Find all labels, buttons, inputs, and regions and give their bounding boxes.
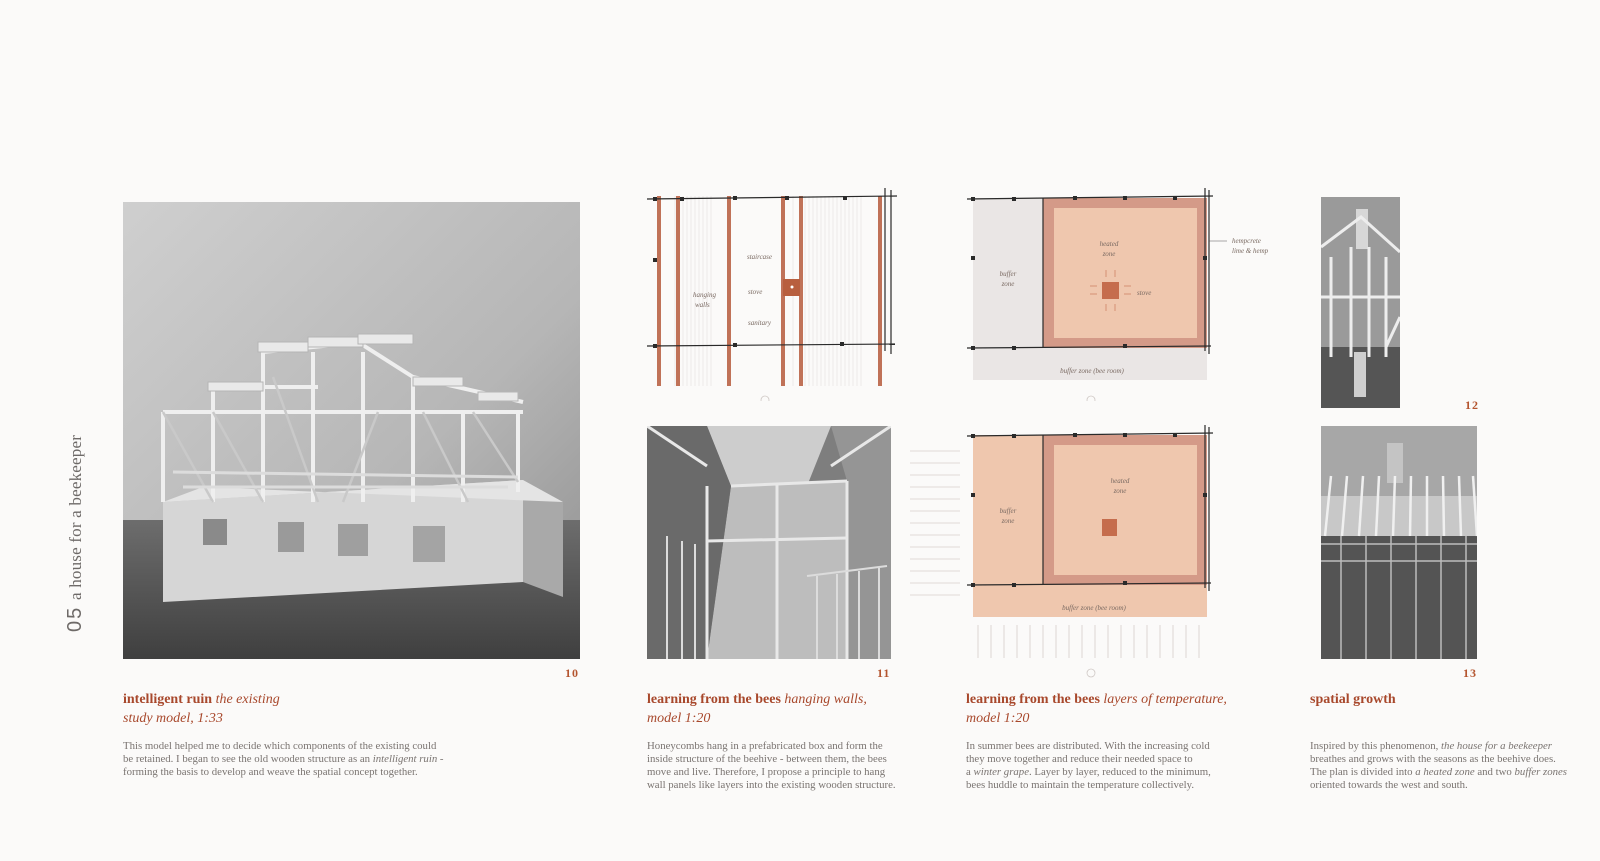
caption-1-title — [123, 690, 423, 728]
figure-number-12: 12 — [1465, 398, 1479, 412]
figure-number-10: 10 — [565, 666, 579, 680]
caption-4-line-2: breathes and grows with the seasons as the beehive does. — [1310, 753, 1556, 765]
caption-1-line-2: be retained. I began to see the old wooden structure as an intelligent ruin - — [123, 753, 444, 765]
plan2-note-lime-hemp: lime & hemp — [1232, 247, 1269, 255]
study-model-photo — [123, 202, 580, 659]
plan-label-walls: walls — [695, 301, 710, 309]
figure-number-13: 13 — [1463, 666, 1477, 680]
plan2-label-bottom: buffer zone (bee room) — [1060, 367, 1124, 375]
plan3-label-heated: heated — [1110, 477, 1130, 485]
caption-3-line-4: bees huddle to maintain the temperature collectively. — [966, 779, 1195, 791]
temperature-layers-plan-winter — [965, 186, 1285, 401]
caption-2-line-4: wall panels like layers into the existing wooden structure. — [647, 779, 896, 791]
caption-2-line-3: move and live. Therefore, I propose a principle to hang — [647, 766, 886, 778]
caption-2-title-italic-2: model 1:20 — [647, 711, 711, 726]
plan2-label-heated: heated — [1099, 240, 1119, 248]
north-arrow-icon — [761, 396, 769, 401]
caption-3-line-2: they move together and reduce their needed space to — [966, 753, 1193, 765]
plan2-label-zone: zone — [1102, 250, 1116, 258]
caption-3-line-3: a winter grape. Layer by layer, reduced to the minimum, — [966, 766, 1211, 778]
caption-3-line-1: In summer bees are distributed. With the increasing cold — [966, 740, 1210, 752]
caption-2-line-2: inside structure of the beehive - between them, the bees — [647, 753, 887, 765]
north-arrow-icon — [1087, 669, 1095, 677]
plan2-note-hempcrete: hempcrete — [1232, 237, 1261, 245]
page-vertical-title: a house for a beekeeper — [66, 434, 85, 600]
spatial-growth-photo-2 — [1321, 426, 1477, 659]
caption-2-body — [647, 740, 907, 792]
temperature-layers-plan-summer — [910, 423, 1230, 678]
hanging-walls-model-photo — [647, 426, 891, 659]
caption-2-line-1: Honeycombs hang in a prefabricated box and form the — [647, 740, 883, 752]
plan3-label-buffer: buffer — [999, 507, 1017, 515]
caption-1-body — [123, 740, 463, 779]
caption-1-line-3: forming the basis to develop and weave the spatial concept together. — [123, 766, 418, 778]
caption-3-title-italic-2: model 1:20 — [966, 711, 1030, 726]
caption-4-body — [1310, 740, 1595, 792]
plan-label-staircase: staircase — [747, 253, 773, 261]
caption-2-title — [647, 690, 947, 728]
caption-1-title-italic-2: study model, 1:33 — [123, 711, 223, 726]
plan-label-hanging: hanging — [693, 291, 716, 299]
caption-1-title-italic-1: the existing — [215, 692, 280, 707]
caption-4-line-1: Inspired by this phenomenon, the house for a beekeeper — [1310, 740, 1552, 752]
caption-1-title-bold: intelligent ruin — [123, 692, 213, 707]
plan3-label-buffer-zone: zone — [1001, 517, 1015, 525]
spatial-growth-photo-1 — [1321, 197, 1400, 408]
plan3-label-bottom: buffer zone (bee room) — [1062, 604, 1126, 612]
plan2-label-stove: stove — [1137, 289, 1152, 297]
plan-label-stove: stove — [748, 288, 763, 296]
plan3-label-zone: zone — [1113, 487, 1127, 495]
caption-2-title-italic-1: hanging walls, — [784, 692, 867, 707]
caption-3-title — [966, 690, 1266, 728]
hanging-walls-plan — [645, 186, 900, 401]
north-arrow-icon — [1087, 396, 1095, 401]
caption-4-line-4: oriented towards the west and south. — [1310, 779, 1468, 791]
plan2-label-buffer: buffer — [999, 270, 1017, 278]
plan-label-sanitary: sanitary — [748, 319, 771, 327]
caption-4-line-3: The plan is divided into a heated zone and two buffer zones — [1310, 766, 1568, 778]
page-number: 05 — [64, 605, 86, 632]
caption-2-title-bold: learning from the bees — [647, 692, 781, 707]
caption-3-title-italic-1: layers of temperature, — [1103, 692, 1227, 707]
plan2-label-buffer-zone: zone — [1001, 280, 1015, 288]
caption-3-title-bold: learning from the bees — [966, 692, 1100, 707]
caption-4-title — [1310, 690, 1560, 709]
caption-1-line-1: This model helped me to decide which components of the existing could — [123, 740, 437, 752]
caption-3-body — [966, 740, 1236, 792]
caption-4-title-bold: spatial growth — [1310, 692, 1396, 707]
figure-number-11: 11 — [877, 666, 891, 680]
